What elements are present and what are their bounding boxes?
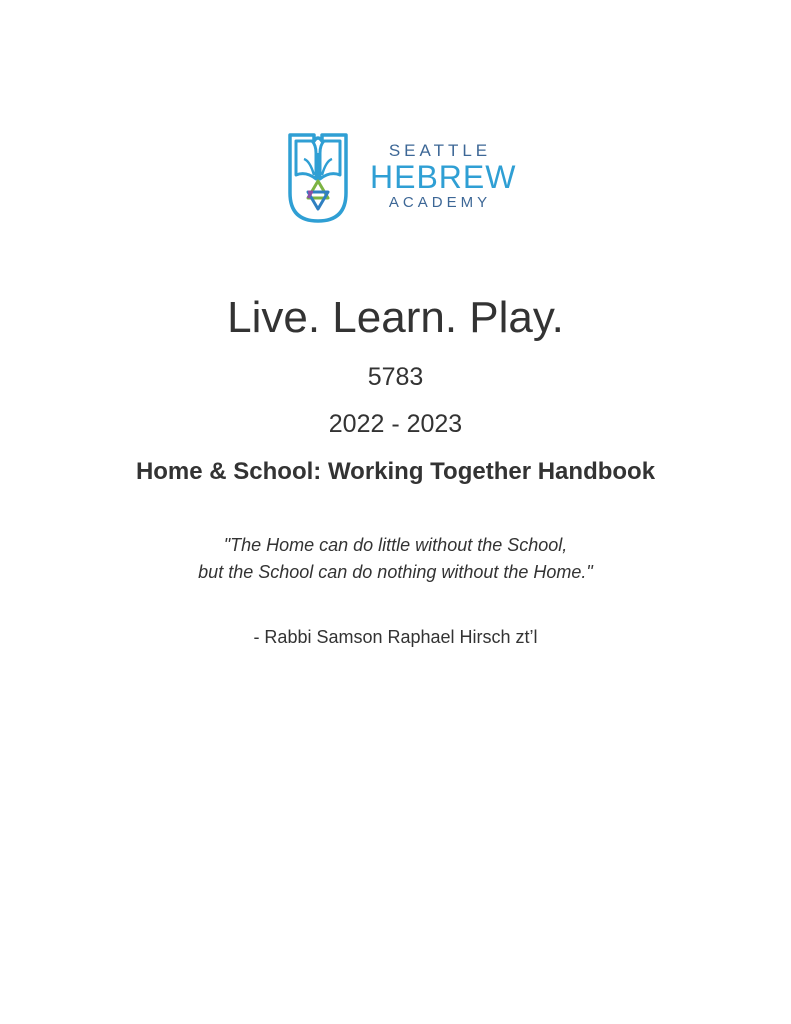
book-tree-star-icon	[286, 131, 350, 225]
quote	[0, 532, 791, 586]
logo-wordmark	[370, 141, 517, 213]
logo-text-academy: ACADEMY	[388, 194, 492, 211]
page-title: Live. Learn. Play.	[227, 293, 564, 342]
school-logo	[286, 131, 517, 225]
school-year: 2022 - 2023	[328, 410, 463, 438]
quote-line-2: but the School can do nothing without the Home."	[198, 562, 593, 582]
hebrew-year: 5783	[367, 363, 424, 391]
logo-text-hebrew: HEBREW	[370, 159, 517, 195]
quote-line-1: "The Home can do little without the School,	[223, 535, 568, 555]
logo-text-seattle: SEATTLE	[388, 141, 492, 160]
quote-attribution: - Rabbi Samson Raphael Hirsch zt’l	[253, 627, 538, 647]
handbook-subtitle: Home & School: Working Together Handbook	[135, 458, 656, 485]
